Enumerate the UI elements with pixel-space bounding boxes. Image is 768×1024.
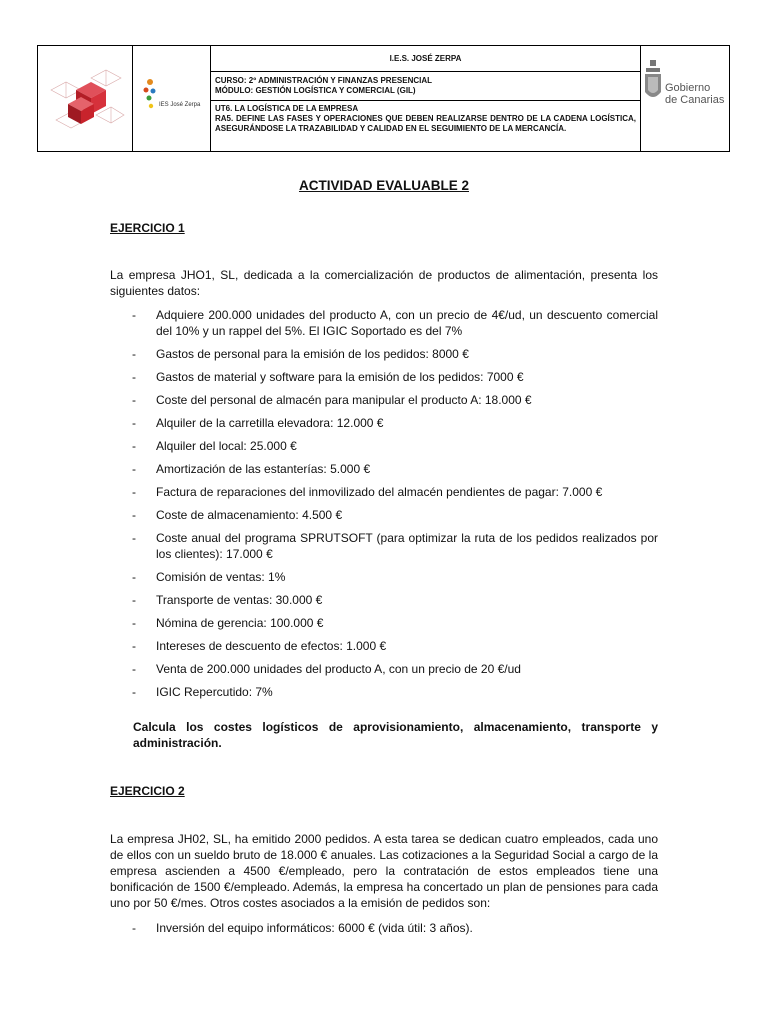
ra-line: RA5. DEFINE LAS FASES Y OPERACIONES QUE DEBEN REALIZARSE DENTRO DE LA CADENA LOGÍSTICA, ASEGURÁNDOSE LA TRAZABILIDAD Y CALIDAD EN EL SEGUIMIENTO DE LA MERCANCÍA. bbox=[215, 114, 636, 133]
dash-marker: - bbox=[132, 921, 136, 935]
list-item-text: Coste anual del programa SPRUTSOFT (para optimizar la ruta de los pedidos realizados por los clientes): 17.000 € bbox=[156, 531, 658, 561]
dash-marker: - bbox=[132, 593, 136, 607]
logo-cell-ies bbox=[133, 46, 211, 151]
course-info bbox=[211, 72, 640, 101]
list-item-text: Venta de 200.000 unidades del producto A, con un precio de 20 €/ud bbox=[156, 662, 521, 676]
list-item-text: Nómina de gerencia: 100.000 € bbox=[156, 616, 324, 630]
list-item bbox=[110, 307, 658, 339]
list-item-text: Comisión de ventas: 1% bbox=[156, 570, 286, 584]
gobierno-text bbox=[665, 82, 724, 106]
ies-logo bbox=[141, 76, 205, 126]
list-item-text: Alquiler del local: 25.000 € bbox=[156, 439, 297, 453]
list-item bbox=[110, 507, 658, 523]
exercise2-intro: La empresa JH02, SL, ha emitido 2000 pedidos. A esta tarea se dedican cuatro empleados, cada uno de ellos con un sueldo bruto de 18.000 € anuales. Las cotizaciones a la Seguridad Social a cargo de la empresa ascienden a 4500 €/empleado, pero la contratación de estos empleados tiene una bonificación de 1500 €/empleado. Además, la empresa ha concertado un plan de pensiones para cada uno por 50 €/mes. Otros costes asociados a la emisión de pedidos son: bbox=[110, 832, 658, 910]
list-item bbox=[110, 346, 658, 362]
list-item-text: Coste del personal de almacén para manipular el producto A: 18.000 € bbox=[156, 393, 532, 407]
gobierno-line2: de Canarias bbox=[665, 94, 725, 106]
list-item-text: Gastos de material y software para la emisión de los pedidos: 7000 € bbox=[156, 370, 524, 384]
dash-marker: - bbox=[132, 616, 136, 630]
dash-marker: - bbox=[132, 462, 136, 476]
dash-marker: - bbox=[132, 347, 136, 361]
unit-line: UT6. LA LOGÍSTICA DE LA EMPRESA bbox=[215, 104, 359, 113]
list-item bbox=[110, 484, 658, 500]
dash-marker: - bbox=[132, 570, 136, 584]
dash-marker: - bbox=[132, 508, 136, 522]
list-item-text: IGIC Repercutido: 7% bbox=[156, 685, 273, 699]
document-header bbox=[37, 45, 730, 152]
logo-cell-left bbox=[38, 46, 133, 151]
dash-marker: - bbox=[132, 639, 136, 653]
gobierno-logo bbox=[643, 60, 729, 135]
list-item-text: Factura de reparaciones del inmovilizado del almacén pendientes de pagar: 7.000 € bbox=[156, 485, 603, 499]
exercise1-question: Calcula los costes logísticos de aprovisionamiento, almacenamiento, transporte y administración. bbox=[133, 720, 658, 750]
list-item bbox=[110, 615, 658, 631]
list-item bbox=[110, 920, 658, 936]
list-item bbox=[110, 530, 658, 562]
list-item bbox=[110, 684, 658, 700]
list-item bbox=[110, 638, 658, 654]
list-item-text: Transporte de ventas: 30.000 € bbox=[156, 593, 323, 607]
ies-logo-label: IES José Zerpa bbox=[159, 102, 201, 108]
coat-of-arms-icon bbox=[643, 60, 663, 106]
list-item bbox=[110, 369, 658, 385]
gobierno-line1: Gobierno bbox=[665, 82, 711, 94]
list-item bbox=[110, 438, 658, 454]
list-item bbox=[110, 392, 658, 408]
logo-cell-gobierno bbox=[641, 46, 729, 151]
list-item-text: Alquiler de la carretilla elevadora: 12.000 € bbox=[156, 416, 384, 430]
list-item bbox=[110, 461, 658, 477]
list-item-text: Intereses de descuento de efectos: 1.000 € bbox=[156, 639, 387, 653]
dash-marker: - bbox=[132, 485, 136, 499]
list-item-text: Amortización de las estanterías: 5.000 € bbox=[156, 462, 371, 476]
dash-marker: - bbox=[132, 685, 136, 699]
list-item-text: Gastos de personal para la emisión de los pedidos: 8000 € bbox=[156, 347, 469, 361]
dash-marker: - bbox=[132, 662, 136, 676]
cubes-logo-icon bbox=[46, 60, 126, 140]
page-title: ACTIVIDAD EVALUABLE 2 bbox=[298, 178, 469, 193]
list-item bbox=[110, 415, 658, 431]
exercise1-list bbox=[110, 307, 658, 707]
dash-marker: - bbox=[132, 416, 136, 430]
module-line: MÓDULO: GESTIÓN LOGÍSTICA Y COMERCIAL (GIL) bbox=[215, 86, 416, 95]
list-item bbox=[110, 592, 658, 608]
course-line: CURSO: 2º ADMINISTRACIÓN Y FINANZAS PRESENCIAL bbox=[215, 76, 433, 85]
exercise2-heading: EJERCICIO 2 bbox=[110, 784, 185, 798]
list-item-text: Inversión del equipo informáticos: 6000 € (vida útil: 3 años). bbox=[156, 921, 473, 935]
list-item bbox=[110, 661, 658, 677]
header-info-cell bbox=[211, 46, 641, 151]
school-name: I.E.S. JOSÉ ZERPA bbox=[211, 46, 640, 72]
list-item-text: Coste de almacenamiento: 4.500 € bbox=[156, 508, 343, 522]
list-item bbox=[110, 569, 658, 585]
ies-emblem-icon bbox=[141, 76, 159, 112]
exercise1-intro: La empresa JHO1, SL, dedicada a la comercialización de productos de alimentación, presenta los siguientes datos: bbox=[110, 268, 658, 298]
exercise2-list bbox=[110, 920, 658, 936]
dash-marker: - bbox=[132, 308, 136, 322]
dash-marker: - bbox=[132, 439, 136, 453]
list-item-text: Adquiere 200.000 unidades del producto A, con un precio de 4€/ud, un descuento comercial del 10% y un rappel del 5%. El IGIC Soportado es del 7% bbox=[156, 308, 658, 338]
unit-info bbox=[211, 101, 640, 152]
exercise1-heading: EJERCICIO 1 bbox=[110, 221, 185, 235]
dash-marker: - bbox=[132, 531, 136, 545]
dash-marker: - bbox=[132, 393, 136, 407]
dash-marker: - bbox=[132, 370, 136, 384]
